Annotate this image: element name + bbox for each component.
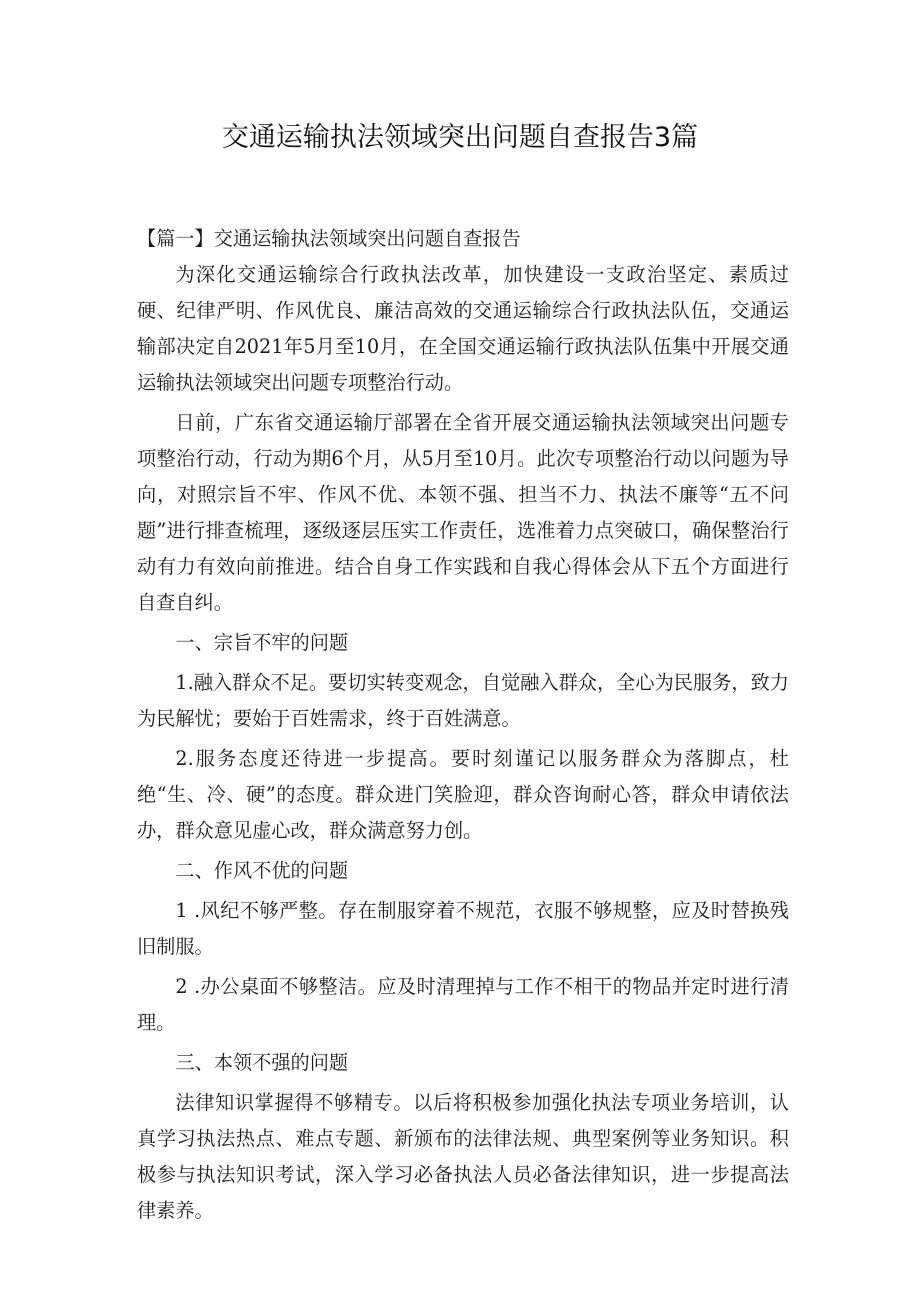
list-item: 2 .办公桌面不够整洁。应及时清理掉与工作不相干的物品并定时进行清理。 xyxy=(137,975,789,1034)
document-title: 交通运输执法领域突出问题自查报告3篇 xyxy=(221,122,699,153)
paragraph: 法律知识掌握得不够精专。以后将积极参加强化执法专项业务培训，认真学习执法热点、难点专题、新颁布的法律法规、典型案例等业务知识。积极参与执法知识考试，深入学习必备执法人员必备法律知识，进一步提高法律素养。 xyxy=(137,1091,789,1222)
list-item: 1 .风纪不够严整。存在制服穿着不规范，衣服不够规整，应及时替换残旧制服。 xyxy=(137,899,789,958)
section-heading: 二、作风不优的问题 xyxy=(175,859,349,882)
part-heading: 【篇一】交通运输执法领域突出问题自查报告 xyxy=(137,227,521,250)
list-item: 2.服务态度还待进一步提高。要时刻谨记以服务群众为落脚点，杜绝“生、冷、硬”的态度。群众进门笑脸迎，群众咨询耐心答，群众申请依法办，群众意见虚心改，群众满意努力创。 xyxy=(137,747,789,842)
section-heading: 一、宗旨不牢的问题 xyxy=(175,631,349,654)
paragraph: 日前，广东省交通运输厅部署在全省开展交通运输执法领域突出问题专项整治行动，行动为期6个月，从5月至10月。此次专项整治行动以问题为导向，对照宗旨不牢、作风不优、本领不强、担当不力、执法不廉等“五不问题”进行排查梳理，逐级逐层压实工作责任，选准着力点突破口，确保整治行动有力有效向前推进。结合自身工作实践和自我心得体会从下五个方面进行自查自纠。 xyxy=(137,411,789,614)
document-body xyxy=(137,221,789,1229)
paragraph: 为深化交通运输综合行政执法改革，加快建设一支政治坚定、素质过硬、纪律严明、作风优良、廉洁高效的交通运输综合行政执法队伍，交通运输部决定自2021年5月至10月，在全国交通运输行政执法队伍集中开展交通运输执法领域突出问题专项整治行动。 xyxy=(137,263,789,394)
section-heading: 三、本领不强的问题 xyxy=(175,1051,349,1074)
list-item: 1.融入群众不足。要切实转变观念，自觉融入群众，全心为民服务，致力为民解忧；要始于百姓需求，终于百姓满意。 xyxy=(137,671,789,730)
